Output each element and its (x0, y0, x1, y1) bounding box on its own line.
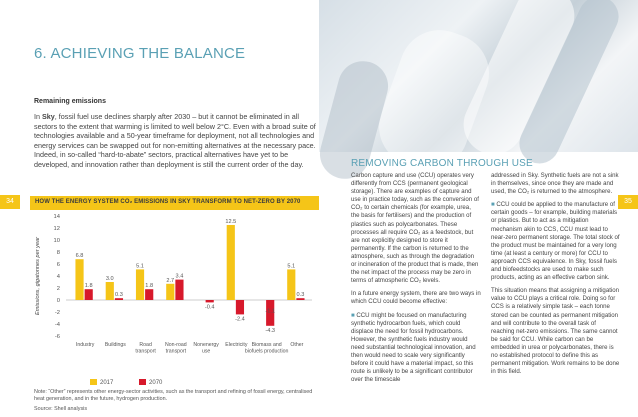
category-label: Non-road (165, 342, 187, 348)
page-number-right: 35 (618, 195, 638, 209)
data-label: 1.8 (145, 283, 154, 290)
category-label: transport (135, 348, 156, 355)
bullet-icon: ■ (491, 201, 497, 209)
data-label: 2.7 (166, 277, 175, 284)
data-label: 5.1 (136, 263, 144, 270)
category-label: Other (290, 342, 304, 348)
category-label: biofuels production (244, 348, 289, 355)
bar-2070-4 (206, 300, 214, 302)
legend-swatch-2017 (90, 379, 97, 385)
bar-2070-1 (115, 298, 123, 300)
right-page (319, 0, 638, 417)
data-label: -2.4 (235, 316, 245, 323)
legend-item-2017: 2017 (90, 379, 113, 386)
paragraph: In a future energy system, there are two ways in which CCU could become effective: (351, 290, 481, 306)
y-tick-label: 4 (56, 274, 60, 280)
category-label: Biomass and (251, 342, 282, 348)
y-tick-label: 0 (56, 298, 60, 304)
data-label-extra: -1.1 (265, 308, 276, 315)
text-column-2 (491, 172, 621, 381)
y-tick-label: 10 (53, 238, 60, 244)
paragraph: This situation means that assigning a mitigation value to CCU plays a critical role. Doing so for CCS is a relatively simple task – each tonne stored can be counted as permanent mitigation and will contribute to the overall task of reaching net-zero emissions. The same cannot be said for CCU. While carbon can be embedded in urea or polycarbonates, there is no established protocol to define this as permanent mitigation. Work remains to be done in this field. (491, 287, 620, 376)
bar-2070-2 (145, 289, 153, 300)
section-title-removing-carbon: REMOVING CARBON THROUGH USE (351, 158, 533, 169)
data-label: 1.8 (84, 283, 93, 290)
bar-2017-7 (287, 269, 295, 300)
data-label: -0.4 (204, 304, 215, 311)
category-label: transport (165, 348, 187, 355)
data-label: 6.8 (75, 253, 84, 260)
legend-swatch-2070 (139, 379, 146, 385)
bar-2017-2 (136, 269, 144, 300)
photo-tube-shape (368, 19, 500, 181)
bar-2017-5 (227, 225, 235, 300)
paragraph: addressed in Sky. Synthetic fuels are not a sink in themselves, since once they are made and used, the CO₂ is returned to the atmosphere. (491, 172, 619, 196)
y-tick-label: -2 (54, 310, 60, 316)
bar-chart-svg (30, 210, 320, 380)
data-label: 5.1 (287, 263, 296, 270)
y-tick-label: -4 (54, 322, 60, 328)
bar-2070-7 (296, 298, 304, 300)
y-tick-label: 14 (53, 214, 60, 220)
data-label: 12.5 (225, 219, 237, 225)
category-label: Electricity (225, 342, 248, 348)
y-tick-label: 8 (56, 250, 60, 256)
subheading-remaining-emissions: Remaining emissions (34, 98, 106, 105)
data-label: -4.3 (265, 327, 276, 334)
intro-paragraph: In Sky, fossil fuel use declines sharply after 2030 – but it cannot be eliminated in all sectors to the extent that warming is limited to well below 2°C. Even with a broad suite of technologies available and a 50-year timeframe for deployment, not all technologies and energy services can be swapped out for non-emitting alternatives at the necessary pace. Indeed, in so-called “hard-to-abate” sectors, practical alternatives have yet to be developed, and innovation rather than deployment is still the current order of the day. (34, 112, 316, 169)
y-tick-label: 6 (56, 262, 60, 268)
category-label: use (201, 348, 211, 355)
text-column-1 (351, 172, 481, 389)
chart-title: HOW THE ENERGY SYSTEM CO₂ EMISSIONS IN SKY TRANSFORM TO NET-ZERO BY 2070 (35, 199, 301, 205)
section-heading: 6. ACHIEVING THE BALANCE (34, 45, 246, 62)
legend-item-2070: 2070 (139, 379, 162, 386)
lab-photo (319, 0, 638, 152)
y-tick-label: 2 (56, 286, 60, 292)
category-label: Industry (75, 342, 95, 348)
bullet-paragraph: ■ CCU could be applied to the manufacture of certain goods – for example, building materials or plastics. But to act as a mitigation mechanism akin to CCS, CCU must lead to near-zero permanent storage. The total stock of the product must be maintained for a very long time (at least a century or more) for CCU to approach CCS equivalence. In Sky, fossil fuels and biofeedstocks are used to make such products, acting as an effective carbon sink. (491, 201, 620, 282)
page-number-left: 34 (0, 195, 20, 209)
chart-title-bar (30, 196, 320, 210)
bullet-icon: ■ (351, 311, 357, 319)
y-tick-label: -6 (54, 334, 60, 340)
bar-2070-3 (175, 280, 183, 300)
bullet-paragraph: ■ CCU might be focused on manufacturing synthetic hydrocarbon fuels, which could displace the need for fossil hydrocarbons. However, the synthetic fuels industry would need substantial technological innovation, and then would need to scale very significantly before it could have a material impact, so this route is unlikely to be a significant contributor over the timescale (351, 311, 476, 384)
bar-2070-5 (236, 300, 244, 314)
y-axis-label: Emissions, gigatonnes per year (35, 236, 41, 316)
bar-2017-3 (166, 284, 174, 300)
bar-2017-1 (106, 282, 114, 300)
category-label: Nonenergy (193, 342, 219, 348)
chart-note: Note: “Other” represents other energy-sector activities, such as the transport and refining of fossil energy, centralised heat generation, and in the future, hydrogen production. (34, 389, 313, 402)
category-label: Buildings (104, 342, 126, 348)
bar-2070-0 (85, 289, 93, 300)
data-label: 0.3 (296, 292, 305, 299)
y-tick-label: 12 (53, 226, 60, 232)
paragraph: Carbon capture and use (CCU) operates very differently from CCS (permanent geological storage). There are examples of capture and use in practice today, such as the conversion of CO₂ to certain chemicals (for example, urea, the basis for fertilisers) and the production of plastics such as polycarbonates. These processes all require CO₂ as a feedstock, but are not explicitly designed to store it permanently. If the carbon is returned to the atmosphere, such as through the degradation or incineration of the product that is made, then the net impact of the process may be zero in terms of atmospheric CO₂ levels. (351, 172, 479, 285)
category-label: Road (139, 342, 152, 348)
bar-2017-0 (75, 259, 83, 300)
data-label: 3.4 (175, 273, 184, 280)
chart-legend (90, 379, 186, 386)
chart-source: Source: Shell analysis (34, 406, 88, 412)
data-label: 0.3 (115, 292, 123, 299)
data-label: 3.0 (105, 276, 114, 282)
